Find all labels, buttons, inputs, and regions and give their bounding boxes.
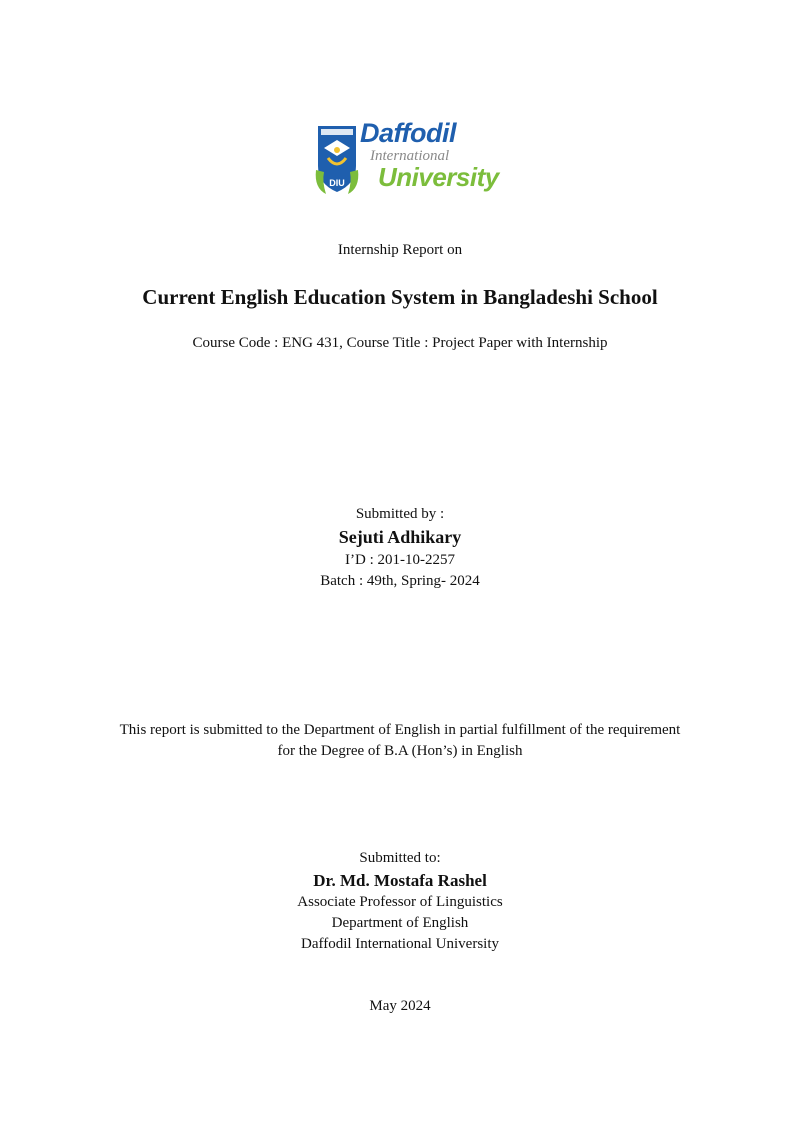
- student-batch: Batch : 49th, Spring- 2024: [320, 573, 480, 589]
- supervisor-name: Dr. Md. Mostafa Rashel: [313, 871, 487, 890]
- logo-wordmark-daffodil: Daffodil: [360, 118, 456, 148]
- report-intro: Internship Report on: [337, 242, 463, 258]
- submitted-by-label: Submitted by :: [355, 506, 445, 522]
- submitted-to-label: Submitted to:: [359, 850, 441, 866]
- supervisor-university: Daffodil International University: [300, 936, 499, 952]
- student-id: I’D : 201-10-2257: [345, 552, 455, 568]
- report-date: May 2024: [369, 998, 431, 1014]
- supervisor-position: Associate Professor of Linguistics: [297, 894, 503, 910]
- student-name: Sejuti Adhikary: [338, 527, 462, 547]
- supervisor-department: Department of English: [331, 915, 469, 931]
- university-logo: [312, 118, 499, 198]
- submission-statement-line2: for the Degree of B.A (Hon’s) in English: [277, 743, 523, 759]
- report-title: Current English Education System in Bangladeshi School: [142, 285, 658, 309]
- course-info: Course Code : ENG 431, Course Title : Project Paper with Internship: [192, 335, 608, 351]
- submission-statement-line1: This report is submitted to the Department of English in partial fulfillment of the requirement: [119, 722, 681, 738]
- seal-letters: DIU: [329, 178, 345, 188]
- logo-wordmark-international: International: [370, 148, 450, 164]
- university-seal-icon: [312, 122, 362, 202]
- logo-wordmark-university: University: [378, 162, 499, 192]
